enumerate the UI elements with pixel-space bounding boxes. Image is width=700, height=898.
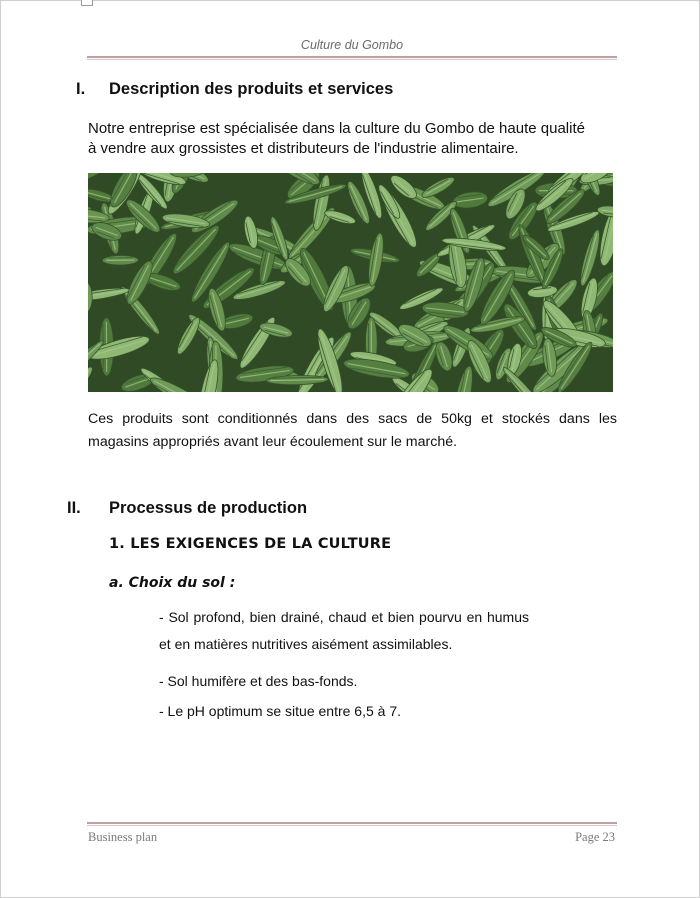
subsection-heading: 1. LES EXIGENCES DE LA CULTURE bbox=[109, 536, 392, 552]
bullet-item-1: - Sol profond, bien drainé, chaud et bien pourvu en humus et en matières nutritives aisément assimilables. bbox=[159, 609, 529, 652]
footer-left-text: Business plan bbox=[88, 830, 158, 844]
okra-pods-image bbox=[88, 173, 613, 392]
footer-page-number: Page 23 bbox=[575, 830, 615, 844]
page-corner-marker bbox=[81, 0, 93, 6]
section-1-number: I. bbox=[76, 80, 86, 98]
packaging-paragraph: Ces produits sont conditionnés dans des sacs de 50kg et stockés dans les magasins appropriés avant leur écoulement sur le marché. bbox=[88, 411, 617, 450]
okra-photo bbox=[88, 173, 613, 392]
section-1-title: Description des produits et services bbox=[109, 80, 394, 98]
intro-line-2: à vendre aux grossistes et distributeurs de l'industrie alimentaire. bbox=[88, 140, 519, 157]
header-rule bbox=[87, 56, 617, 60]
intro-paragraph bbox=[88, 119, 628, 159]
bullet-item-3: - Le pH optimum se situe entre 6,5 à 7. bbox=[159, 703, 402, 719]
section-2-number: II. bbox=[67, 499, 81, 517]
footer-rule bbox=[87, 822, 617, 826]
bullet-item-2: - Sol humifère et des bas-fonds. bbox=[159, 673, 358, 689]
section-2-title: Processus de production bbox=[109, 499, 308, 517]
sub-subsection-heading: a. Choix du sol : bbox=[109, 575, 236, 591]
page-header-title: Culture du Gombo bbox=[300, 38, 404, 52]
intro-line-1: Notre entreprise est spécialisée dans la culture du Gombo de haute qualité bbox=[88, 120, 585, 137]
